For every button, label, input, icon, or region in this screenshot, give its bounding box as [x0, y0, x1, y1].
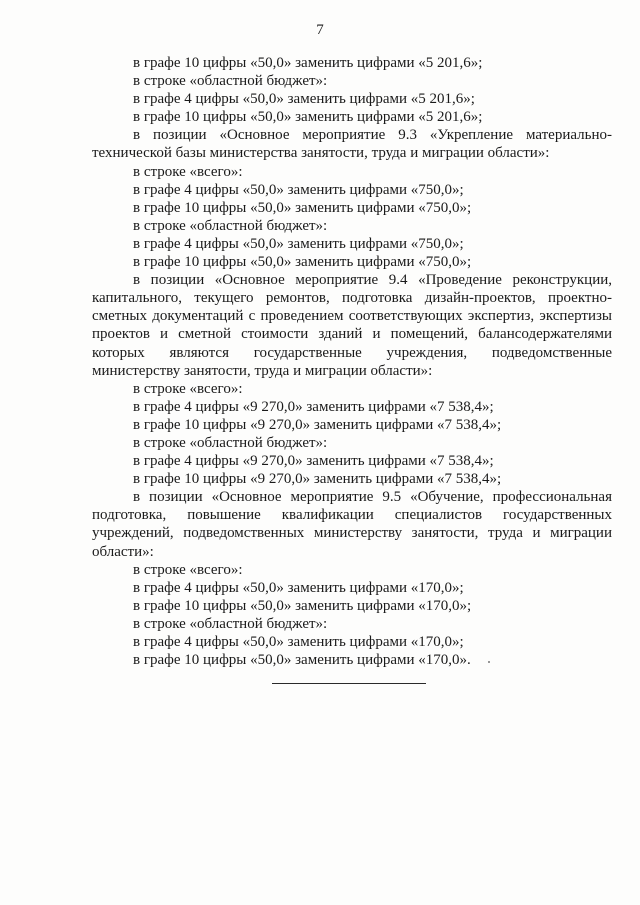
text-line: в графе 4 цифры «50,0» заменить цифрами «750,0»; — [133, 235, 464, 252]
text-line: в строке «областной бюджет»: — [133, 615, 328, 632]
scan-speck — [488, 661, 490, 663]
text-line: в графе 4 цифры «50,0» заменить цифрами «170,0»; — [133, 579, 464, 596]
text-line: в графе 10 цифры «9 270,0» заменить цифрами «7 538,4»; — [133, 471, 502, 488]
text-line: в строке «всего»: — [133, 380, 243, 397]
text-line: в графе 10 цифры «50,0» заменить цифрами «750,0»; — [133, 199, 472, 216]
text-line: в графе 4 цифры «9 270,0» заменить цифрами «7 538,4»; — [133, 453, 494, 470]
text-line: в строке «областной бюджет»: — [133, 73, 328, 90]
text-line: в графе 10 цифры «9 270,0» заменить цифрами «7 538,4»; — [133, 416, 502, 433]
text-line: в графе 10 цифры «50,0» заменить цифрами «170,0»; — [133, 597, 472, 614]
text-line: в графе 10 цифры «50,0» заменить цифрами «170,0». — [133, 652, 471, 669]
text-line: в графе 4 цифры «50,0» заменить цифрами «5 201,6»; — [133, 91, 475, 108]
paragraph-position-9-5: в позиции «Основное мероприятие 9.5 «Обучение, профессиональная подготовка, повышение квалификации специалистов государственных учреждений, подведомственных министерству занятости, труда и миграции области»: — [92, 489, 612, 560]
text-line: в графе 10 цифры «50,0» заменить цифрами «5 201,6»; — [133, 109, 483, 126]
text-line: в графе 4 цифры «50,0» заменить цифрами «170,0»; — [133, 634, 464, 650]
text-line: в графе 4 цифры «50,0» заменить цифрами «750,0»; — [133, 181, 464, 198]
page-number: 7 — [316, 22, 324, 38]
paragraph-position-9-4: в позиции «Основное мероприятие 9.4 «Проведение реконструкции, капитального, текущего ремонтов, подготовка дизайн-проектов, проектно-сметных документаций с проведением соответствующих экспертиз, экспертизы проектов и сметной стоимости зданий и помещений, балансодержателями которых являются государственные учреждения, подведомственные министерству занятости, труда и миграции области»: — [92, 272, 612, 379]
text-line: в графе 4 цифры «9 270,0» заменить цифрами «7 538,4»; — [133, 398, 494, 415]
text-line: в строке «областной бюджет»: — [133, 217, 328, 234]
text-line: в строке «всего»: — [133, 163, 243, 180]
end-rule — [272, 683, 426, 684]
text-line: в графе 10 цифры «50,0» заменить цифрами «5 201,6»; — [133, 55, 483, 71]
text-line: в строке «областной бюджет»: — [133, 434, 328, 451]
text-line: в графе 10 цифры «50,0» заменить цифрами «750,0»; — [133, 254, 472, 271]
document-body — [92, 54, 612, 669]
text-line: в строке «всего»: — [133, 561, 243, 578]
paragraph-position-9-3: в позиции «Основное мероприятие 9.3 «Укрепление материально-технической базы министерства занятости, труда и миграции области»: — [92, 127, 612, 162]
